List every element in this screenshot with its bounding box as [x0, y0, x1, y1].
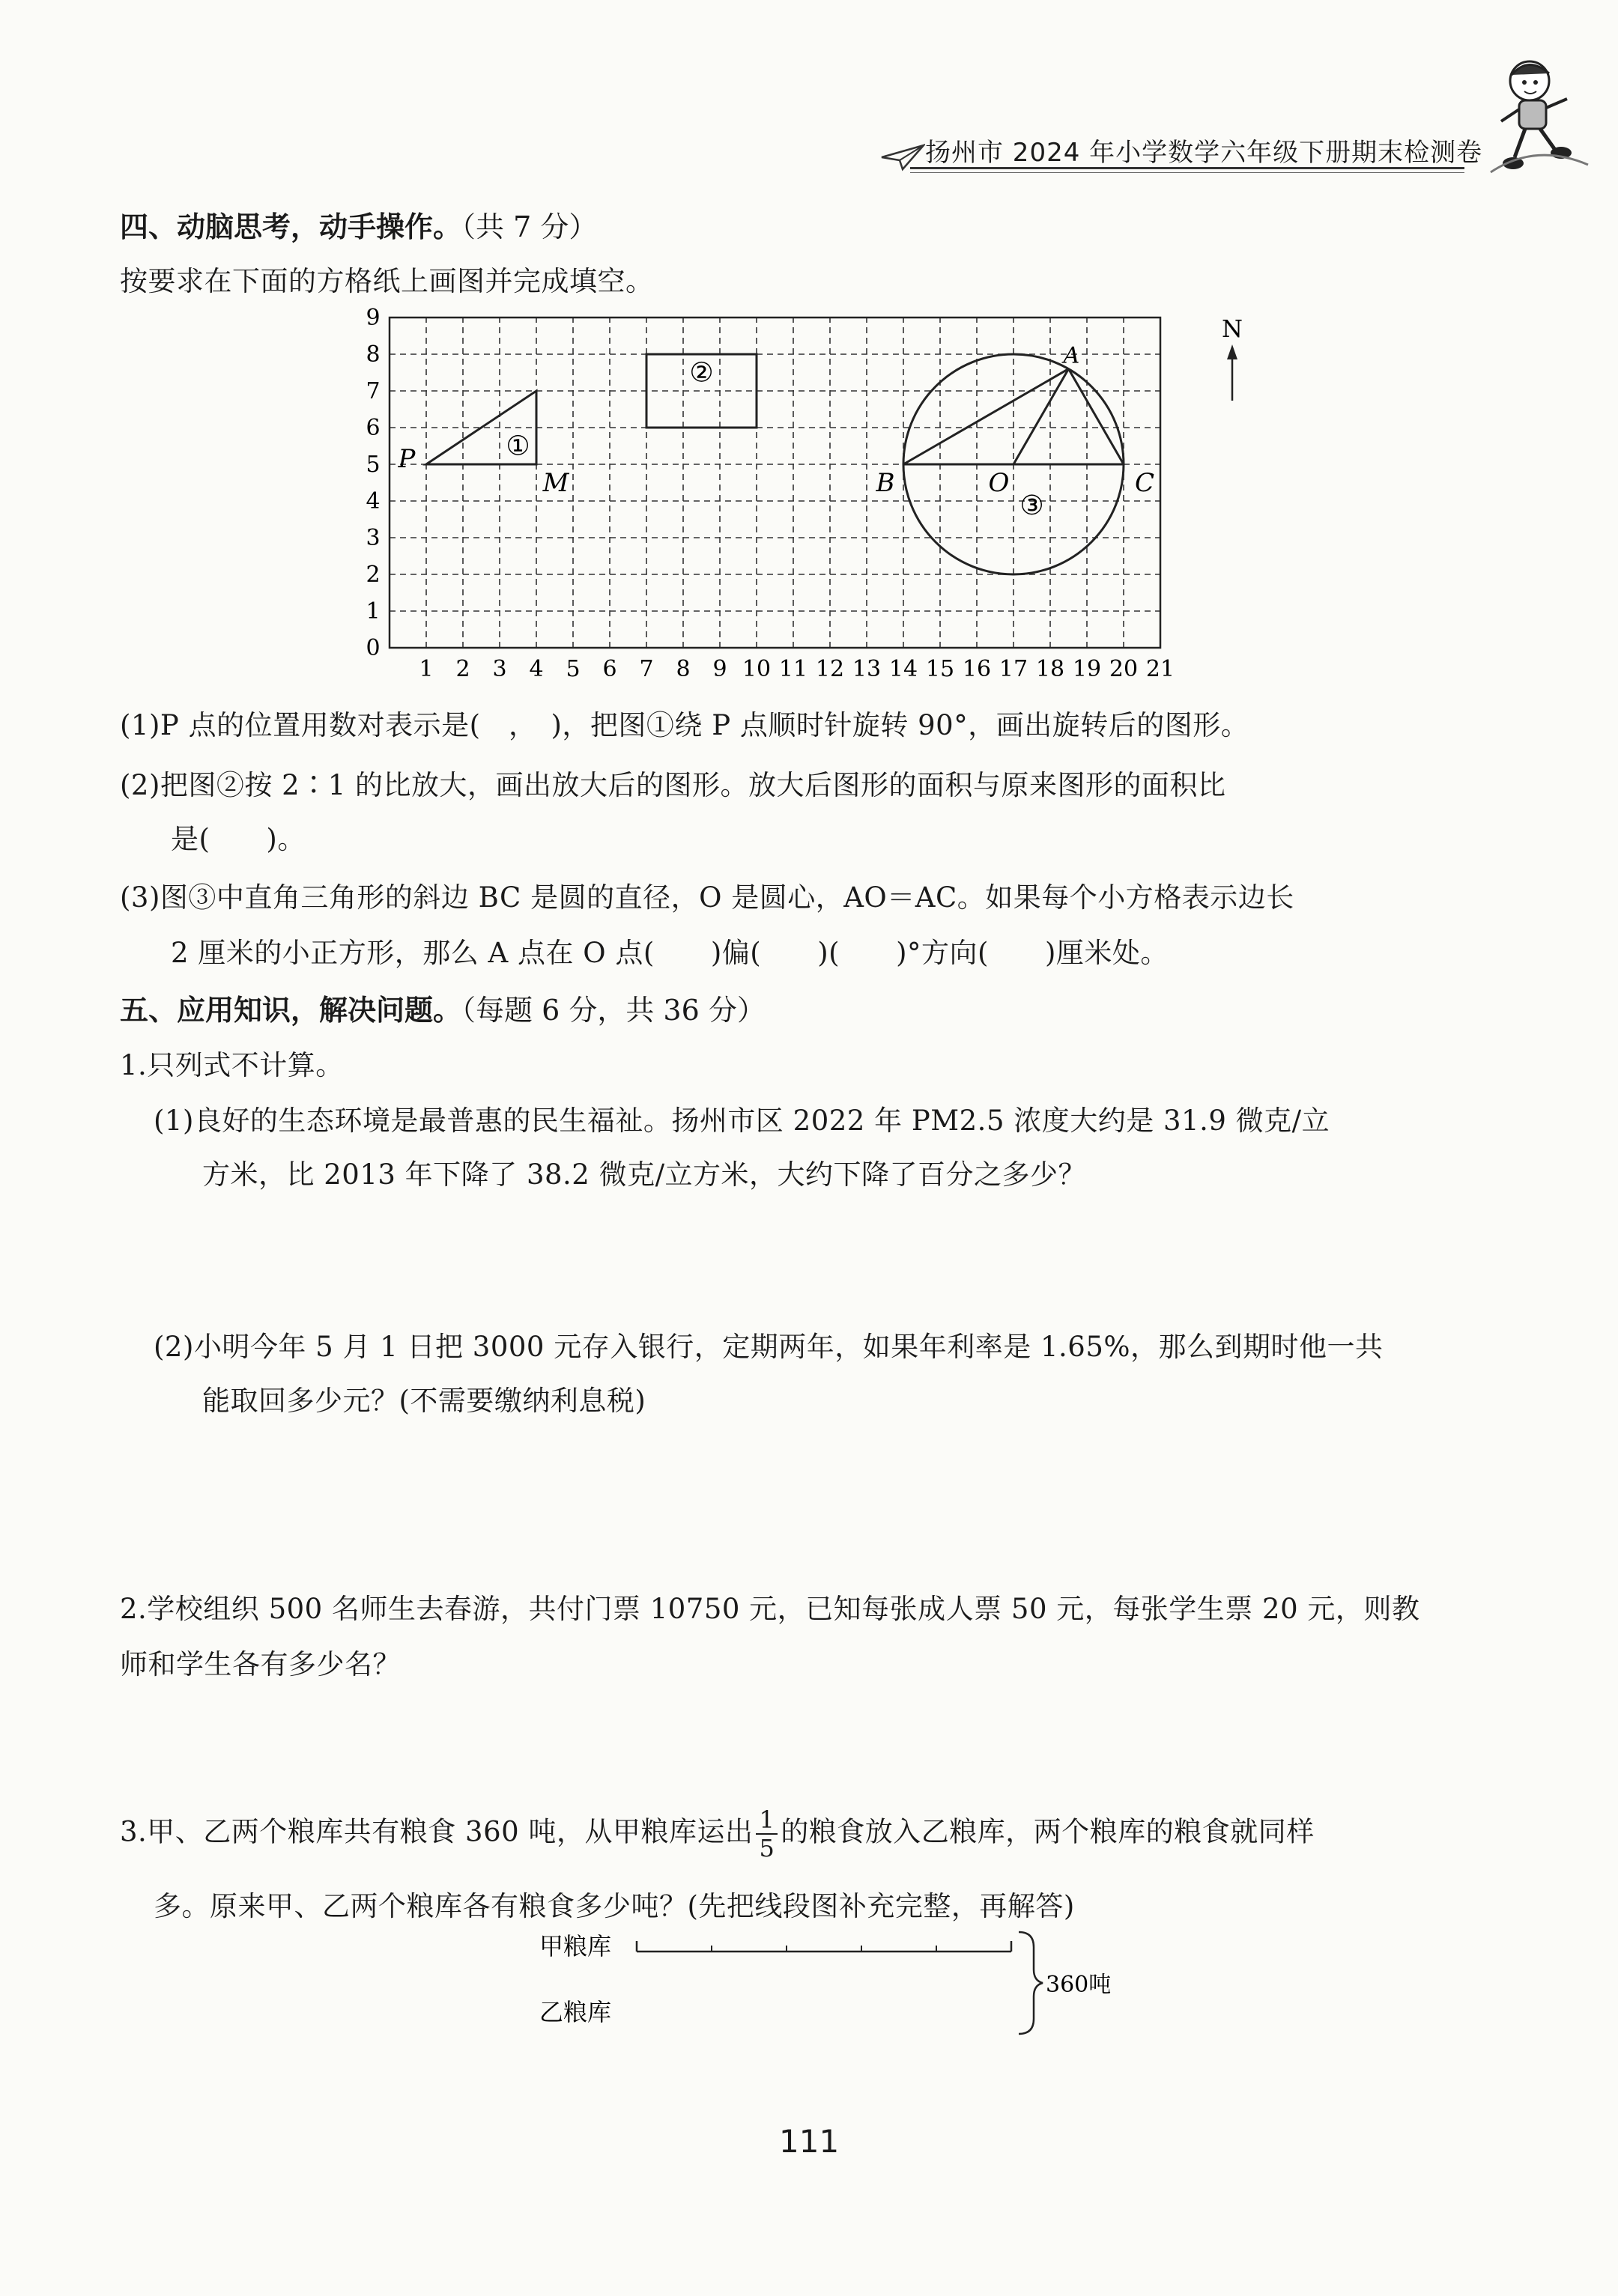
x-axis-ticks: [419, 656, 1175, 682]
s5-p1-q2-line1: (2)小明今年 5 月 1 日把 3000 元存入银行，定期两年，如果年利率是 1.65%，那么到期时他一共: [154, 1331, 1384, 1363]
x-tick-label: 7: [639, 656, 654, 682]
s5-p3-text-a: 3.甲、乙两个粮库共有粮食 360 吨，从甲粮库运出: [120, 1815, 754, 1848]
point-label-C: C: [1134, 468, 1155, 498]
figure-shapes: [426, 354, 1124, 574]
section5-heading: [120, 987, 766, 1028]
x-tick-label: 8: [676, 656, 691, 682]
s5-problem-3-line2: [154, 1883, 1075, 1924]
x-tick-label: 3: [492, 656, 507, 682]
shape-label-2: ②: [689, 357, 714, 389]
y-tick-label: 2: [366, 562, 381, 588]
x-tick-label: 13: [852, 656, 882, 682]
s5-p3-note: (先把线段图补充完整，再解答): [687, 1890, 1075, 1922]
section4-points: （共 7 分）: [461, 210, 598, 243]
point-label-M: M: [542, 468, 569, 498]
s4-question-1: (1)P 点的位置用数对表示是( ， )，把图①绕 P 点顺时针旋转 90°，画出旋转后的图形。: [120, 709, 1249, 741]
x-tick-label: 4: [529, 656, 544, 682]
header-title: 扬州市 2024 年小学数学六年级下册期末检测卷: [925, 138, 1483, 168]
s4-question-3-line1: (3)图③中直角三角形的斜边 BC 是圆的直径，O 是圆心，AO＝AC。如果每个小方格表示边长: [120, 881, 1294, 914]
section4-title: 四、动脑思考，动手操作。: [120, 210, 462, 243]
s5-problem-2-line1: 2.学校组织 500 名师生去春游，共付门票 10750 元，已知每张成人票 50 元，每张学生票 20 元，则教: [120, 1593, 1420, 1625]
coordinate-grid-figure: [345, 303, 1288, 693]
s5-p1-q1-line2: 方米，比 2013 年下降了 38.2 微克/立方米，大约下降了百分之多少？: [202, 1158, 1087, 1191]
fraction-numerator: 1: [756, 1806, 778, 1835]
x-tick-label: 15: [925, 656, 955, 682]
x-tick-label: 10: [742, 656, 772, 682]
s4-question-2-line1: (2)把图②按 2∶1 的比放大，画出放大后的图形。放大后图形的面积与原来图形的面积比: [120, 769, 1226, 801]
x-tick-label: 17: [999, 656, 1028, 682]
s4-question-2-line2: 是( )。: [171, 823, 306, 855]
label-yi: 乙粮库: [539, 1998, 612, 2026]
y-tick-label: 7: [366, 378, 381, 404]
x-tick-label: 1: [419, 656, 434, 682]
label-jia: 甲粮库: [539, 1932, 612, 1961]
x-tick-label: 5: [566, 656, 581, 682]
header-rule: [910, 167, 1464, 169]
y-tick-label: 6: [366, 415, 381, 441]
header-rule-thin: [910, 172, 1464, 173]
x-tick-label: 20: [1109, 656, 1139, 682]
x-tick-label: 21: [1145, 656, 1175, 682]
label-total: 360吨: [1046, 1972, 1112, 1998]
s5-problem-1-title: 1.只列式不计算。: [120, 1049, 344, 1081]
figure-labels: [398, 315, 1243, 521]
page-number: 111: [779, 2123, 840, 2160]
s5-problem-3-line1: [120, 1806, 1315, 1862]
section5-points: （每题 6 分，共 36 分）: [461, 994, 766, 1027]
y-tick-label: 4: [366, 488, 381, 514]
section4-intro: 按要求在下面的方格纸上画图并完成填空。: [120, 265, 654, 297]
section4-heading: [120, 204, 597, 245]
fraction-denominator: 5: [759, 1834, 775, 1862]
grid-border: [390, 318, 1160, 648]
x-tick-label: 12: [815, 656, 845, 682]
y-tick-label: 1: [366, 598, 381, 625]
brace: [1019, 1932, 1043, 2034]
point-label-B: B: [876, 468, 895, 498]
line-segment-diagram: [524, 1925, 1199, 2052]
s4-question-3-line2: 2 厘米的小正方形，那么 A 点在 O 点( )偏( )( )°方向( )厘米处。: [171, 937, 1169, 969]
segment-ticks: [637, 1941, 1011, 1952]
grid-lines: [390, 318, 1160, 648]
y-tick-label: 5: [366, 452, 381, 478]
y-tick-label: 8: [366, 341, 381, 368]
segment-AO: [1013, 369, 1069, 464]
point-label-A: A: [1063, 342, 1080, 369]
x-tick-label: 11: [778, 656, 808, 682]
y-tick-label: 0: [366, 635, 381, 661]
x-tick-label: 18: [1035, 656, 1065, 682]
x-tick-label: 2: [455, 656, 470, 682]
s5-p3-text-b: 的粮食放入乙粮库，两个粮库的粮食就同样: [781, 1815, 1315, 1848]
point-label-O: O: [988, 468, 1010, 498]
cartoon-boy-icon: [1483, 52, 1596, 180]
point-label-P: P: [398, 444, 416, 474]
north-label: N: [1222, 315, 1243, 343]
s5-p3-fraction: [756, 1806, 778, 1862]
north-arrow-head: [1227, 344, 1237, 359]
y-axis-ticks: [366, 305, 380, 661]
y-tick-label: 3: [366, 525, 381, 551]
s5-p1-q2-note: (不需要缴纳利息税): [399, 1385, 646, 1417]
s5-p1-q1-line1: (1)良好的生态环境是最普惠的民生福祉。扬州市区 2022 年 PM2.5 浓度大约是 31.9 微克/立: [154, 1105, 1330, 1137]
section5-title: 五、应用知识，解决问题。: [120, 994, 462, 1027]
x-tick-label: 16: [962, 656, 992, 682]
y-tick-label: 9: [366, 305, 381, 331]
segment-BA: [903, 369, 1069, 464]
shape-label-3: ③: [1019, 491, 1044, 521]
segment-AC: [1069, 369, 1124, 464]
s5-p1-q2-line2: [202, 1378, 646, 1418]
s5-p3-text-2: 多。原来甲、乙两个粮库各有粮食多少吨？: [154, 1890, 688, 1922]
shape-label-1: ①: [506, 431, 530, 462]
x-tick-label: 19: [1072, 656, 1102, 682]
x-tick-label: 14: [888, 656, 918, 682]
s5-problem-2-line2: 师和学生各有多少名？: [120, 1648, 401, 1680]
s5-p1-q2-text: 能取回多少元？: [202, 1385, 399, 1417]
x-tick-label: 9: [712, 656, 727, 682]
x-tick-label: 6: [602, 656, 617, 682]
